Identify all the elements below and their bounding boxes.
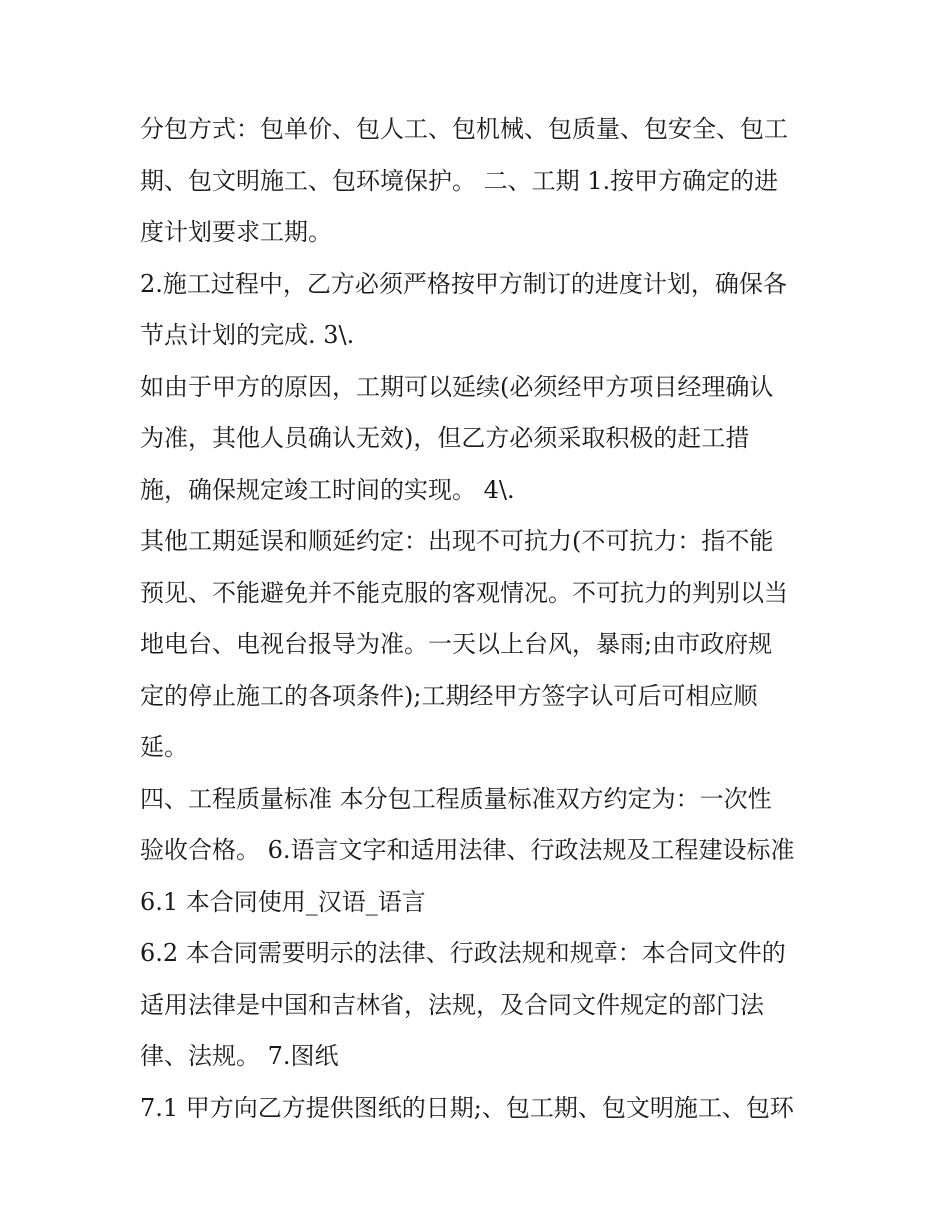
text-line: 节点计划的完成. 3\. (140, 321, 355, 349)
text-line: 度计划要求工期。 (140, 218, 332, 246)
text-line: 施，确保规定竣工时间的实现。 4\. (140, 475, 515, 504)
text-line: 6.1 本合同使用_汉语_语言 (140, 887, 426, 916)
document-body (140, 104, 830, 1134)
text-line: 7.1 甲方向乙方提供图纸的日期;、包工期、包文明施工、包环 (140, 1093, 794, 1122)
text-line: 律、法规。 7.图纸 (140, 1042, 339, 1070)
text-line: 四、工程质量标准 本分包工程质量标准双方约定为：一次性 (140, 784, 772, 813)
text-line: 如由于甲方的原因，工期可以延续(必须经甲方项目经理确认 (140, 372, 774, 401)
text-line: 验收合格。 6.语言文字和适用法律、行政法规及工程建设标准 (140, 836, 795, 864)
text-line: 分包方式：包单价、包人工、包机械、包质量、包安全、包工 (140, 115, 788, 143)
text-line: 期、包文明施工、包环境保护。 二、工期 1.按甲方确定的进 (140, 166, 779, 195)
text-line: 地电台、电视台报导为准。一天以上台风，暴雨;由市政府规 (140, 630, 773, 658)
text-line: 适用法律是中国和吉林省，法规，及合同文件规定的部门法 (140, 990, 764, 1019)
text-line: 延。 (140, 733, 188, 761)
text-line: 其他工期延误和顺延约定：出现不可抗力(不可抗力：指不能 (140, 527, 774, 555)
text-line: 6.2 本合同需要明示的法律、行政法规和规章：本合同文件的 (140, 939, 786, 967)
text-line: 定的停止施工的各项条件);工期经甲方签字认可后可相应顺 (140, 681, 758, 710)
text-line: 2.施工过程中，乙方必须严格按甲方制订的进度计划，确保各 (140, 269, 787, 298)
text-line: 预见、不能避免并不能克服的客观情况。不可抗力的判别以当 (140, 578, 788, 607)
text-line: 为准，其他人员确认无效)，但乙方必须采取积极的赶工措 (140, 424, 750, 452)
